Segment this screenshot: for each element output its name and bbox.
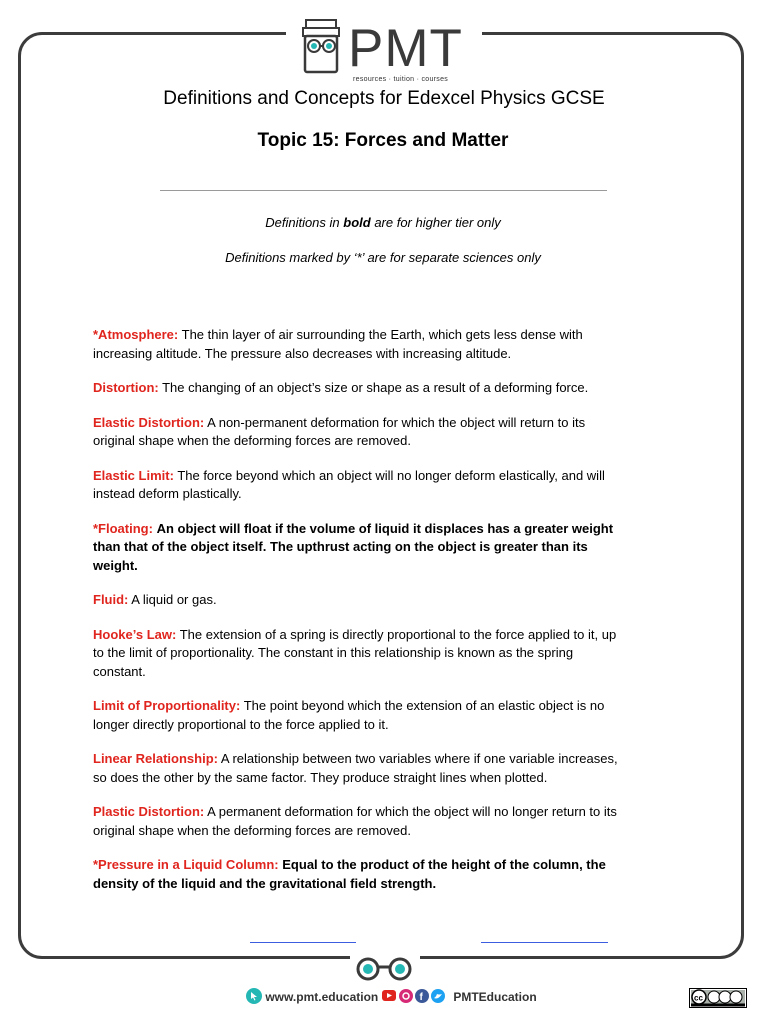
definition-text: The force beyond which an object will no longer deform elastically, and will instead deform plastically. [93,467,605,501]
logo-text: PMT [348,19,463,78]
definition-term: Fluid: [93,592,129,607]
definition-item [93,697,623,734]
website-link[interactable] [246,988,378,1004]
definition-item [93,626,623,682]
link-underline-right[interactable] [481,942,608,943]
definition-text: A relationship between two variables where if one variable increases, so does the other by the same factor. They produce straight lines when plotted. [93,751,618,785]
website-text: www.pmt.education [265,990,379,1004]
social-icons [382,988,450,1004]
definition-term: Hooke’s Law: [93,626,177,642]
link-underline-left[interactable] [250,942,356,943]
separate-sciences-note: Definitions marked by ‘*’ are for separate sciences only [225,250,541,265]
cursor-icon [246,988,262,1004]
definition-term: *Floating: [93,520,153,536]
glasses-icon [350,955,420,985]
definition-term: Elastic Limit: [93,467,174,483]
definition-text: An object will float if the volume of liquid it displaces has a greater weight than that of the object itself. The upthrust acting on the object is greater than its weight. [93,520,614,573]
definition-item [93,803,623,840]
definition-term: Linear Relationship: [93,751,218,766]
svg-text:cc: cc [694,993,703,1003]
footer-logo [350,955,420,985]
instagram-icon [399,989,413,1003]
definition-text: Equal to the product of the height of the column, the density of the liquid and the gravitational field strength. [93,857,606,891]
definition-text: A liquid or gas. [131,592,217,607]
logo-tagline: resources · tuition · courses [353,76,449,83]
definitions-list [93,326,623,909]
social-links[interactable] [382,988,537,1004]
definition-text: The changing of an object’s size or shape as a result of a deforming force. [162,380,589,395]
definition-item [93,467,623,504]
definition-text: The thin layer of air surrounding the Earth, which gets less dense with increasing altitude. The pressure also decreases with increasing altitude. [93,327,583,361]
definition-text: A permanent deformation for which the object will no longer return to its original shape when the deforming forces are removed. [93,804,617,838]
definition-item [93,379,623,398]
definition-term: *Pressure in a Liquid Column: [93,857,279,872]
definition-term: Limit of Proportionality: [93,698,241,713]
note-bold-word: bold [343,215,371,230]
definition-item [93,414,623,451]
divider [160,190,607,191]
definition-text: A non-permanent deformation for which the object will return to its original shape when the deforming forces are removed. [93,414,586,448]
page-title: Definitions and Concepts for Edexcel Physics GCSE [163,88,605,109]
note-suffix: are for higher tier only [370,215,501,230]
cc-license-icon [689,988,747,1008]
topic-title: Topic 15: Forces and Matter [257,130,509,151]
social-handle: PMTEducation [453,990,537,1004]
definition-term: *Atmosphere: [93,327,179,342]
definition-item [93,856,623,893]
definition-term: Elastic Distortion: [93,414,205,430]
owl-book-icon [298,18,348,78]
pmt-logo [298,14,488,84]
definition-item [93,520,623,576]
definition-text: The point beyond which the extension of an elastic object is no longer directly proportional to the force applied to it. [93,698,605,732]
svg-text:f: f [419,992,423,1003]
definition-item [93,750,623,787]
definition-text: The extension of a spring is directly proportional to the force applied to it, up to the limit of proportionality. The constant in this relationship is known as the spring constant. [93,626,617,679]
definition-term: Distortion: [93,380,159,395]
higher-tier-note [0,215,766,230]
definition-term: Plastic Distortion: [93,804,205,819]
note-prefix: Definitions in [265,215,344,230]
definition-item [93,326,623,363]
definition-item [93,591,623,610]
